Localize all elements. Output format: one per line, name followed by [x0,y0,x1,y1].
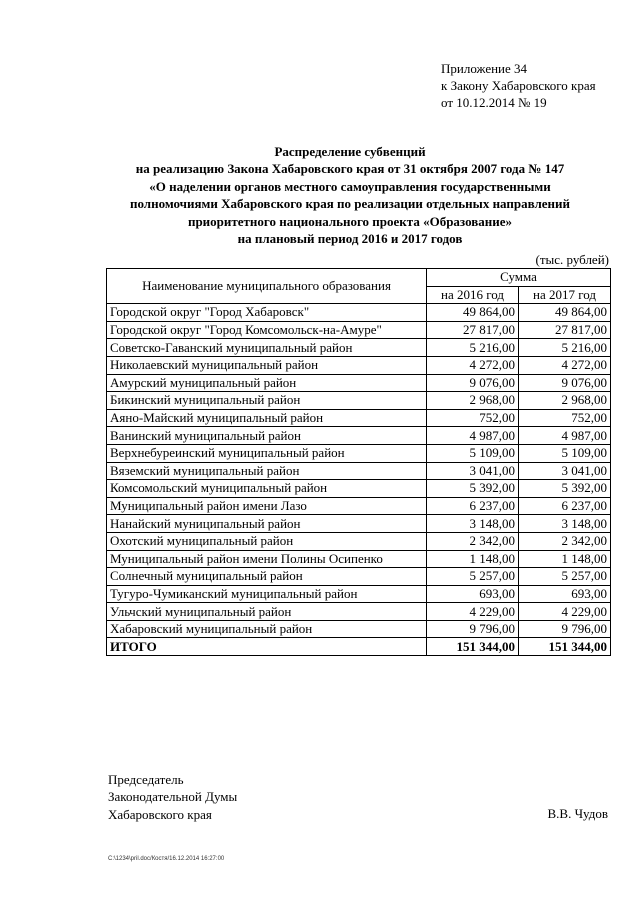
table-row [107,374,611,392]
total-label: ИТОГО [107,638,427,656]
value-2016-cell: 27 817,00 [427,321,519,339]
municipality-cell: Николаевский муниципальный район [107,356,427,374]
municipality-cell: Городской округ "Город Комсомольск-на-Амуре" [107,321,427,339]
header-municipality: Наименование муниципального образования [107,269,427,304]
title-line: полномочиями Хабаровского края по реализации отдельных направлений [129,196,570,212]
value-2017-cell: 9 796,00 [519,620,611,638]
value-2016-cell: 3 148,00 [427,515,519,533]
value-2017-cell: 752,00 [519,409,611,427]
municipality-cell: Вяземский муниципальный район [107,462,427,480]
value-2016-cell: 693,00 [427,585,519,603]
appendix-number: Приложение 34 [441,61,528,76]
title-line: на плановый период 2016 и 2017 годов [237,231,463,247]
value-2016-cell: 2 342,00 [427,532,519,550]
value-2016-cell: 5 392,00 [427,480,519,498]
table-row [107,409,611,427]
value-2016-cell: 4 987,00 [427,427,519,445]
table-row [107,532,611,550]
table-row [107,568,611,586]
value-2016-cell: 4 272,00 [427,356,519,374]
table-row [107,427,611,445]
table-row [107,585,611,603]
header-sum: Сумма [427,269,611,287]
municipality-cell: Хабаровский муниципальный район [107,620,427,638]
value-2016-cell: 3 041,00 [427,462,519,480]
table-row [107,550,611,568]
signature-body: Законодательной Думы [108,789,238,805]
title-line: Распределение субвенций [274,144,426,159]
value-2017-cell: 2 968,00 [519,392,611,410]
value-2017-cell: 6 237,00 [519,497,611,515]
value-2016-cell: 4 229,00 [427,603,519,621]
table-row [107,497,611,515]
value-2016-cell: 9 076,00 [427,374,519,392]
value-2017-cell: 9 076,00 [519,374,611,392]
signer-name: В.В. Чудов [547,806,608,821]
table-row [107,321,611,339]
title-line: приоритетного национального проекта «Образование» [187,213,513,229]
file-path-footer: C:\1234\pril.doc/Костя/16.12.2014 16:27:00 [108,856,225,862]
table-row [107,392,611,410]
value-2016-cell: 9 796,00 [427,620,519,638]
value-2016-cell: 5 257,00 [427,568,519,586]
value-2016-cell: 49 864,00 [427,304,519,322]
value-2017-cell: 3 148,00 [519,515,611,533]
value-2016-cell: 6 237,00 [427,497,519,515]
value-2017-cell: 693,00 [519,585,611,603]
municipality-cell: Муниципальный район имени Лазо [107,497,427,515]
municipality-cell: Амурский муниципальный район [107,374,427,392]
value-2017-cell: 4 229,00 [519,603,611,621]
municipality-cell: Ульчский муниципальный район [107,603,427,621]
value-2017-cell: 4 987,00 [519,427,611,445]
signature-position: Председатель [108,772,184,787]
value-2017-cell: 3 041,00 [519,462,611,480]
value-2017-cell: 5 109,00 [519,444,611,462]
municipality-cell: Нанайский муниципальный район [107,515,427,533]
municipality-cell: Комсомольский муниципальный район [107,480,427,498]
value-2016-cell: 2 968,00 [427,392,519,410]
value-2017-cell: 27 817,00 [519,321,611,339]
table-row [107,620,611,638]
municipality-cell: Ванинский муниципальный район [107,427,427,445]
municipality-cell: Охотский муниципальный район [107,532,427,550]
table-row [107,603,611,621]
value-2017-cell: 5 257,00 [519,568,611,586]
value-2017-cell: 5 216,00 [519,339,611,357]
appendix-date: от 10.12.2014 № 19 [441,95,547,110]
header-2017: на 2017 год [519,286,611,304]
value-2017-cell: 4 272,00 [519,356,611,374]
total-2016: 151 344,00 [427,638,519,656]
value-2017-cell: 5 392,00 [519,480,611,498]
table-row [107,304,611,322]
document-title [70,143,630,247]
value-2016-cell: 5 216,00 [427,339,519,357]
table-row [107,339,611,357]
header-2016: на 2016 год [427,286,519,304]
municipality-cell: Аяно-Майский муниципальный район [107,409,427,427]
municipality-cell: Городской округ "Город Хабаровск" [107,304,427,322]
title-line: «О наделении органов местного самоуправления государственными [149,178,551,194]
municipality-cell: Верхнебуреинский муниципальный район [107,444,427,462]
table-row [107,515,611,533]
municipality-cell: Солнечный муниципальный район [107,568,427,586]
value-2017-cell: 1 148,00 [519,550,611,568]
total-2017: 151 344,00 [519,638,611,656]
municipality-cell: Советско-Гаванский муниципальный район [107,339,427,357]
value-2017-cell: 49 864,00 [519,304,611,322]
value-2016-cell: 752,00 [427,409,519,427]
municipality-cell: Тугуро-Чумиканский муниципальный район [107,585,427,603]
table-row [107,444,611,462]
appendix-reference [441,60,596,111]
title-line: на реализацию Закона Хабаровского края от 31 октября 2007 года № 147 [135,161,565,177]
table-row [107,356,611,374]
appendix-law: к Закону Хабаровского края [441,78,596,93]
total-row [107,638,611,656]
table-body [107,304,611,638]
signature-region: Хабаровского края [108,806,212,822]
value-2016-cell: 5 109,00 [427,444,519,462]
signature-block [108,771,237,823]
table-row [107,480,611,498]
value-2017-cell: 2 342,00 [519,532,611,550]
municipality-cell: Бикинский муниципальный район [107,392,427,410]
subsidy-table [106,268,611,656]
table-row [107,462,611,480]
municipality-cell: Муниципальный район имени Полины Осипенко [107,550,427,568]
value-2016-cell: 1 148,00 [427,550,519,568]
units-label: (тыс. рублей) [535,252,609,267]
